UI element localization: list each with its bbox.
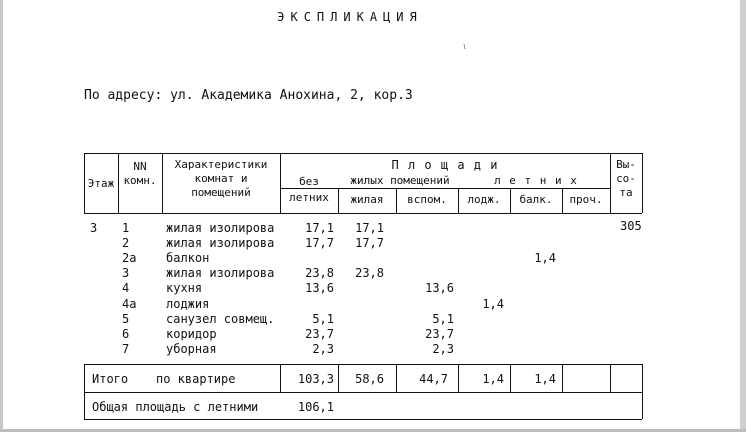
row-4-no: 3 xyxy=(122,266,130,280)
row-4-name: жилая изолирова xyxy=(166,266,275,280)
totals-total: 103,3 xyxy=(297,372,334,386)
header-balcony: балк. xyxy=(519,193,553,206)
row-5-no: 4 xyxy=(122,281,130,295)
overall-value: 106,1 xyxy=(297,400,334,414)
row-2-living: 17,7 xyxy=(355,236,384,250)
header-height: Вы- со- та xyxy=(616,158,636,199)
row-7-total: 5,1 xyxy=(312,312,334,326)
row-4-total: 23,8 xyxy=(305,266,334,280)
scan-left-edge xyxy=(0,0,3,432)
totals-aux: 44,7 xyxy=(419,372,448,386)
header-without-summer: без летних xyxy=(289,175,329,204)
row-5-name: кухня xyxy=(166,281,203,295)
row-8-aux: 23,7 xyxy=(425,327,454,341)
header-auxiliary: вспом. xyxy=(407,193,447,206)
row-3-balcony: 1,4 xyxy=(534,251,556,265)
row-9-aux: 2,3 xyxy=(432,342,454,356)
row-7-no: 5 xyxy=(122,312,130,326)
header-living: жилая xyxy=(350,193,384,206)
row-4-living: 23,8 xyxy=(355,266,384,280)
row-5-total: 13,6 xyxy=(305,281,334,295)
overall-label: Общая площадь с летними xyxy=(92,400,259,414)
header-other: проч. xyxy=(569,193,603,206)
document-title: ЭКСПЛИКАЦИЯ xyxy=(277,10,423,24)
row-9-no: 7 xyxy=(122,342,130,356)
row-8-no: 6 xyxy=(122,327,130,341)
row-1-no: 1 xyxy=(122,221,130,235)
row-3-name: балкон xyxy=(166,251,210,265)
row-1-living: 17,1 xyxy=(355,221,384,235)
row-2-name: жилая изолирова xyxy=(166,236,275,250)
header-loggia: лодж. xyxy=(467,193,501,206)
header-areas: П л о щ а д и xyxy=(391,158,499,172)
header-room-no: NN комн. xyxy=(123,160,157,187)
row-7-name: санузел совмещ. xyxy=(166,312,275,326)
row-9-total: 2,3 xyxy=(312,342,334,356)
row-8-name: коридор xyxy=(166,327,217,341)
totals-label-right: по квартире xyxy=(156,372,236,386)
header-living-group: жилых помещений xyxy=(350,174,450,187)
height-value: 305 xyxy=(620,219,642,233)
row-6-no: 4а xyxy=(122,297,137,311)
row-6-name: лоджия xyxy=(166,297,210,311)
row-5-aux: 13,6 xyxy=(425,281,454,295)
row-2-no: 2 xyxy=(122,236,130,250)
address-line: По адресу: ул. Академика Анохина, 2, кор.3 xyxy=(84,88,413,103)
row-1-name: жилая изолирова xyxy=(166,221,275,235)
totals-label-left: Итого xyxy=(92,372,129,386)
row-3-no: 2а xyxy=(122,251,137,265)
row-9-name: уборная xyxy=(166,342,217,356)
header-characteristics: Характеристики комнат и помещений xyxy=(174,158,268,199)
totals-loggia: 1,4 xyxy=(482,372,504,386)
row-1-total: 17,1 xyxy=(305,221,334,235)
header-summer-group: л е т н и х xyxy=(494,174,578,187)
row-2-total: 17,7 xyxy=(305,236,334,250)
row-7-aux: 5,1 xyxy=(432,312,454,326)
totals-living: 58,6 xyxy=(355,372,384,386)
scan-speck: ι xyxy=(462,42,467,51)
header-floor: Этаж xyxy=(87,177,115,190)
row-8-total: 23,7 xyxy=(305,327,334,341)
scan-right-edge xyxy=(740,0,746,432)
row-6-loggia: 1,4 xyxy=(482,297,504,311)
floor-value: 3 xyxy=(90,221,98,235)
totals-balcony: 1,4 xyxy=(534,372,556,386)
